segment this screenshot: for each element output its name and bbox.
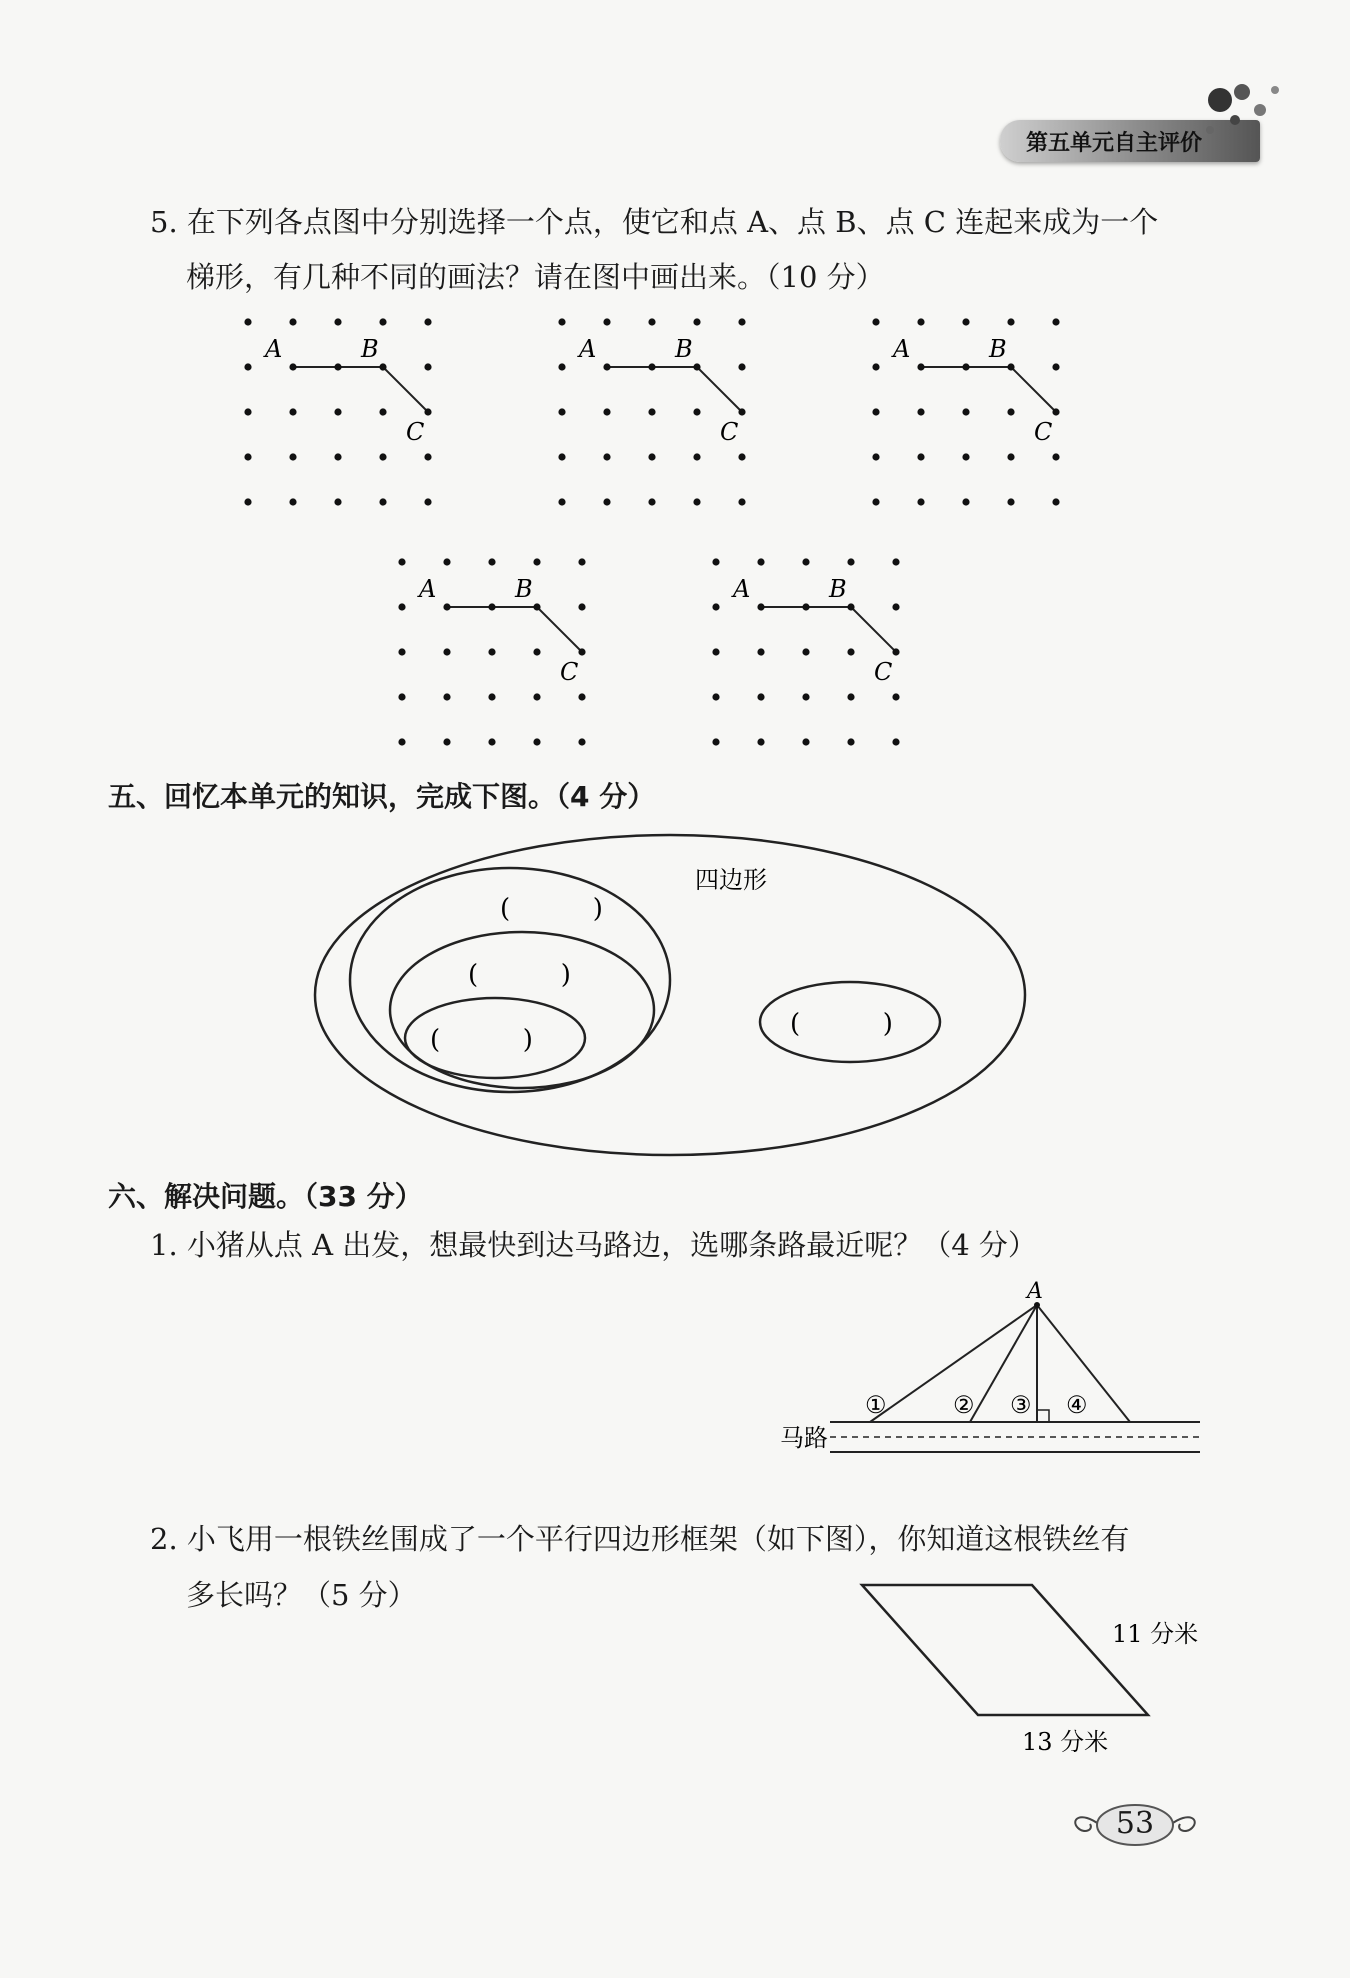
grid-dot (289, 408, 296, 415)
grid-dot (558, 498, 565, 505)
grid-dot (424, 498, 431, 505)
dot-grid-4 (398, 558, 585, 745)
grid-dot (962, 318, 969, 325)
dot-grid-area (0, 0, 1350, 780)
segment-a-b-c (921, 367, 1056, 412)
grid-dot (533, 693, 540, 700)
bracket-parallelogram: ( ) (500, 894, 603, 924)
grid-dot (443, 648, 450, 655)
grid-dot (424, 408, 431, 415)
bracket-square: ( ) (430, 1025, 533, 1055)
grid-dot (1052, 363, 1059, 370)
point-a-label: A (1027, 1279, 1043, 1304)
bracket-rectangle: ( ) (468, 960, 571, 990)
grid-dot (289, 498, 296, 505)
section5-title: 五、回忆本单元的知识，完成下图。（4 分） (108, 780, 656, 813)
grid-dot (738, 498, 745, 505)
grid-dot (558, 453, 565, 460)
dot-grid-2 (558, 318, 745, 505)
grid-dot (578, 693, 585, 700)
grid-dot (1007, 408, 1014, 415)
page-number: 53 (1115, 1806, 1155, 1841)
grid-dot (398, 558, 405, 565)
segment-a-b-c (607, 367, 742, 412)
grid-dot (334, 408, 341, 415)
grid-dot (603, 498, 610, 505)
grid-dot (962, 498, 969, 505)
grid-dot (379, 363, 386, 370)
grid-dot (712, 648, 719, 655)
segment-a-b-c (293, 367, 428, 412)
segment-a-b-c (761, 607, 896, 652)
grid-dot (738, 408, 745, 415)
label-b: B (675, 335, 693, 363)
grid-dot (693, 453, 700, 460)
grid-dot (244, 498, 251, 505)
grid-dot (603, 318, 610, 325)
grid-dot (648, 363, 655, 370)
grid-dot (847, 603, 854, 610)
shortest-path-diagram (780, 1279, 1210, 1470)
grid-dot (962, 363, 969, 370)
page-number-badge (1070, 1800, 1200, 1850)
grid-dot (648, 453, 655, 460)
grid-dot (917, 363, 924, 370)
grid-dot (847, 738, 854, 745)
grid-dot (398, 693, 405, 700)
grid-dot (558, 318, 565, 325)
grid-dot (603, 363, 610, 370)
segment-a-b-c (447, 607, 582, 652)
grid-dot (847, 558, 854, 565)
grid-dot (892, 648, 899, 655)
grid-dot (872, 318, 879, 325)
label-c: C (560, 658, 579, 686)
grid-dot (648, 318, 655, 325)
grid-dot (379, 498, 386, 505)
side-length-label: 11 分米 (1112, 1620, 1199, 1648)
grid-dot (712, 603, 719, 610)
grid-dot (693, 408, 700, 415)
grid-dot (578, 603, 585, 610)
grid-dot (488, 693, 495, 700)
grid-dot (334, 318, 341, 325)
grid-dot (738, 318, 745, 325)
grid-dot (443, 558, 450, 565)
grid-dot (1052, 318, 1059, 325)
grid-dot (578, 558, 585, 565)
grid-dot (488, 738, 495, 745)
grid-dot (488, 603, 495, 610)
grid-dot (488, 648, 495, 655)
bracket-trapezoid: ( ) (790, 1009, 893, 1039)
grid-dot (1007, 318, 1014, 325)
grid-dot (712, 693, 719, 700)
grid-dot (379, 318, 386, 325)
grid-dot (693, 363, 700, 370)
grid-dot (558, 363, 565, 370)
grid-dot (712, 558, 719, 565)
grid-dot (289, 363, 296, 370)
grid-dot (398, 738, 405, 745)
grid-dot (802, 603, 809, 610)
grid-dot (289, 318, 296, 325)
grid-dot (693, 318, 700, 325)
q2-text-line1: 2. 小飞用一根铁丝围成了一个平行四边形框架（如下图），你知道这根铁丝有 (150, 1522, 1130, 1556)
route-3-label: ③ (1010, 1391, 1032, 1419)
grid-dot (872, 498, 879, 505)
grid-dot (334, 453, 341, 460)
road-label: 马路 (780, 1424, 828, 1452)
grid-dot (802, 693, 809, 700)
grid-dot (802, 738, 809, 745)
grid-dot (738, 363, 745, 370)
grid-dot (424, 453, 431, 460)
grid-dot (1007, 453, 1014, 460)
grid-dot (847, 648, 854, 655)
unit-header-label: 第五单元自主评价 (1026, 131, 1203, 156)
grid-dot (757, 738, 764, 745)
label-a: A (265, 335, 283, 363)
grid-dot (872, 363, 879, 370)
grid-dot (892, 603, 899, 610)
grid-dot (398, 603, 405, 610)
label-b: B (829, 575, 847, 603)
grid-dot (334, 498, 341, 505)
grid-dot (1052, 408, 1059, 415)
quadrilateral-venn-diagram (310, 830, 1030, 1160)
grid-dot (802, 558, 809, 565)
grid-dot (757, 648, 764, 655)
grid-dot (962, 408, 969, 415)
grid-dot (244, 453, 251, 460)
grid-dot (847, 693, 854, 700)
grid-dot (424, 363, 431, 370)
grid-dot (398, 648, 405, 655)
grid-dot (379, 453, 386, 460)
grid-dot (578, 738, 585, 745)
grid-dot (533, 738, 540, 745)
grid-dot (1052, 498, 1059, 505)
dot-grid-5 (712, 558, 899, 745)
base-length-label: 13 分米 (1022, 1728, 1109, 1756)
grid-dot (603, 408, 610, 415)
grid-dot (917, 498, 924, 505)
grid-dot (488, 558, 495, 565)
grid-dot (757, 603, 764, 610)
grid-dot (533, 603, 540, 610)
grid-dot (424, 318, 431, 325)
grid-dot (578, 648, 585, 655)
q2-text-line2: 多长吗？（5 分） (186, 1578, 417, 1612)
grid-dot (1052, 453, 1059, 460)
grid-dot (244, 363, 251, 370)
grid-dot (533, 648, 540, 655)
grid-dot (917, 318, 924, 325)
label-a: A (579, 335, 597, 363)
label-c: C (1034, 418, 1053, 446)
grid-dot (443, 693, 450, 700)
grid-dot (443, 603, 450, 610)
section6-title: 六、解决问题。（33 分） (108, 1180, 423, 1213)
grid-dot (443, 738, 450, 745)
grid-dot (757, 558, 764, 565)
grid-dot (603, 453, 610, 460)
grid-dot (1007, 498, 1014, 505)
label-c: C (720, 418, 739, 446)
right-angle-mark (1037, 1410, 1049, 1422)
label-a: A (733, 575, 751, 603)
grid-dot (648, 408, 655, 415)
grid-dot (289, 453, 296, 460)
grid-dot (244, 318, 251, 325)
route-1-label: ① (865, 1391, 887, 1419)
grid-dot (693, 498, 700, 505)
grid-dot (872, 408, 879, 415)
label-b: B (515, 575, 533, 603)
outer-ellipse-label: 四边形 (695, 866, 767, 894)
grid-dot (379, 408, 386, 415)
grid-dot (1007, 363, 1014, 370)
grid-dot (558, 408, 565, 415)
q5-text-line1: 5. 在下列各点图中分别选择一个点，使它和点 A、点 B、点 C 连起来成为一个 (150, 205, 1159, 239)
grid-dot (244, 408, 251, 415)
grid-dot (533, 558, 540, 565)
grid-dot (648, 498, 655, 505)
grid-dot (892, 693, 899, 700)
grid-dot (892, 558, 899, 565)
q5-text-line2: 梯形，有几种不同的画法？请在图中画出来。（10 分） (186, 260, 885, 294)
label-c: C (406, 418, 425, 446)
grid-dot (892, 738, 899, 745)
q1-text: 1. 小猪从点 A 出发，想最快到达马路边，选哪条路最近呢？（4 分） (150, 1228, 1037, 1262)
grid-dot (872, 453, 879, 460)
label-a: A (419, 575, 437, 603)
grid-dot (334, 363, 341, 370)
label-b: B (989, 335, 1007, 363)
grid-dot (712, 738, 719, 745)
grid-dot (917, 453, 924, 460)
label-a: A (893, 335, 911, 363)
dot-grid-1 (244, 318, 431, 505)
grid-dot (962, 453, 969, 460)
label-b: B (361, 335, 379, 363)
grid-dot (738, 453, 745, 460)
parallelogram-diagram (850, 1570, 1220, 1770)
parallelogram-frame (862, 1585, 1148, 1715)
dot-grid-3 (872, 318, 1059, 505)
route-2-label: ② (953, 1391, 975, 1419)
grid-dot (802, 648, 809, 655)
route-4-label: ④ (1066, 1391, 1088, 1419)
grid-dot (757, 693, 764, 700)
label-c: C (874, 658, 893, 686)
grid-dot (917, 408, 924, 415)
